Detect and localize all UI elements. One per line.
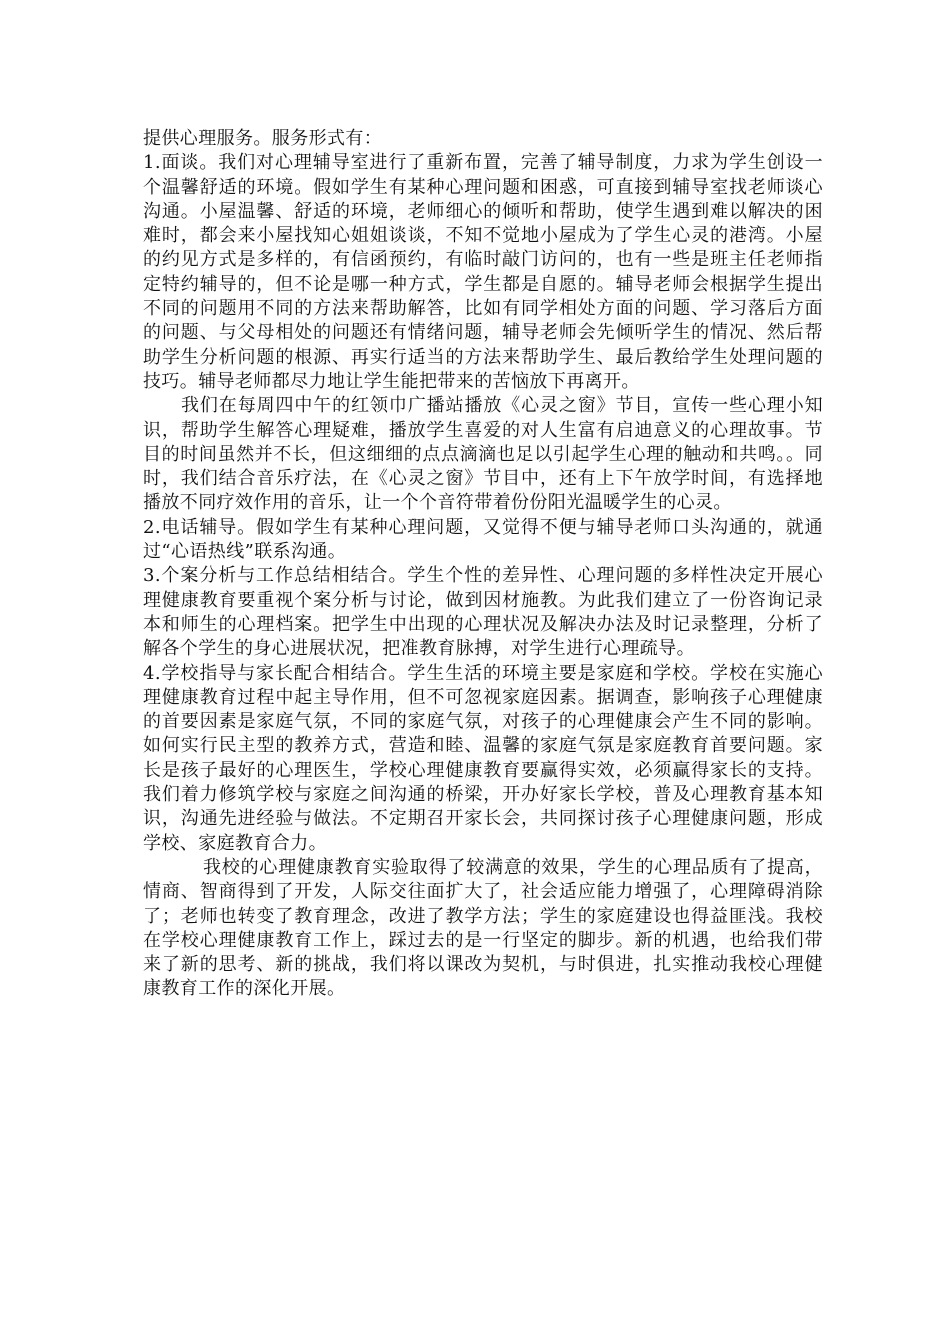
paragraph-conclusion: 我校的心理健康教育实验取得了较满意的效果，学生的心理品质有了提高，情商、智商得到了开发，人际交往面扩大了，社会适应能力增强了，心理障碍消除了；老师也转变了教育理念，改进了教学方法；学生的家庭建设也得益匪浅。我校在学校心理健康教育工作上，踩过去的是一行坚定的脚步。新的机遇，也给我们带来了新的思考、新的挑战，我们将以课改为契机，与时俱进，扎实推动我校心理健康教育工作的深化开展。 [143, 856, 823, 1000]
paragraph-intro: 提供心理服务。服务形式有： [143, 128, 383, 149]
paragraph-school-family: 4.学校指导与家长配合相结合。学生生活的环境主要是家庭和学校。学校在实施心理健康教育过程中起主导作用，但不可忽视家庭因素。据调查，影响孩子心理健康的首要因素是家庭气氛，不同的家庭气氛，对孩子的心理健康会产生不同的影响。如何实行民主型的教养方式，营造和睦、温馨的家庭气氛是家庭教育首要问题。家长是孩子最好的心理医生，学校心理健康教育要赢得实效，必须赢得家长的支持。我们着力修筑学校与家庭之间沟通的桥梁，开办好家长学校，普及心理教育基本知识，沟通先进经验与做法。不定期召开家长会，共同探讨孩子心理健康问题，形成学校、家庭教育合力。 [143, 662, 823, 854]
document-body [143, 127, 823, 1002]
paragraph-case-analysis: 3.个案分析与工作总结相结合。学生个性的差异性、心理问题的多样性决定开展心理健康教育要重视个案分析与讨论，做到因材施教。为此我们建立了一份咨询记录本和师生的心理档案。把学生中出现的心理状况及解决办法及时记录整理，分析了解各个学生的身心进展状况，把准教育脉搏，对学生进行心理疏导。 [143, 565, 823, 660]
paragraph-interview: 1.面谈。我们对心理辅导室进行了重新布置，完善了辅导制度，力求为学生创设一个温馨舒适的环境。假如学生有某种心理问题和困惑，可直接到辅导室找老师谈心沟通。小屋温馨、舒适的环境，老师细心的倾听和帮助，使学生遇到难以解决的困难时，都会来小屋找知心姐姐谈谈，不知不觉地小屋成为了学生心灵的港湾。小屋的约见方式是多样的，有信函预约，有临时敲门访问的，也有一些是班主任老师指定特约辅导的，但不论是哪一种方式，学生都是自愿的。辅导老师会根据学生提出不同的问题用不同的方法来帮助解答，比如有同学相处方面的问题、学习落后方面的问题、与父母相处的问题还有情绪问题，辅导老师会先倾听学生的情况、然后帮助学生分析问题的根源、再实行适当的方法来帮助学生、最后教给学生处理问题的技巧。辅导老师都尽力地让学生能把带来的苦恼放下再离开。 [143, 152, 823, 392]
paragraph-broadcast: 我们在每周四中午的红领巾广播站播放《心灵之窗》节目，宣传一些心理小知识，帮助学生解答心理疑难，播放学生喜爱的对人生富有启迪意义的心理故事。节目的时间虽然并不长，但这细细的点点滴滴也足以引起学生心理的触动和共鸣。。同时，我们结合音乐疗法，在《心灵之窗》节目中，还有上下午放学时间，有选择地播放不同疗效作用的音乐，让一个个音符带着份份阳光温暖学生的心灵。 [143, 395, 823, 514]
paragraph-phone-counseling: 2.电话辅导。假如学生有某种心理问题，又觉得不便与辅导老师口头沟通的，就通过“心语热线”联系沟通。 [143, 516, 823, 563]
